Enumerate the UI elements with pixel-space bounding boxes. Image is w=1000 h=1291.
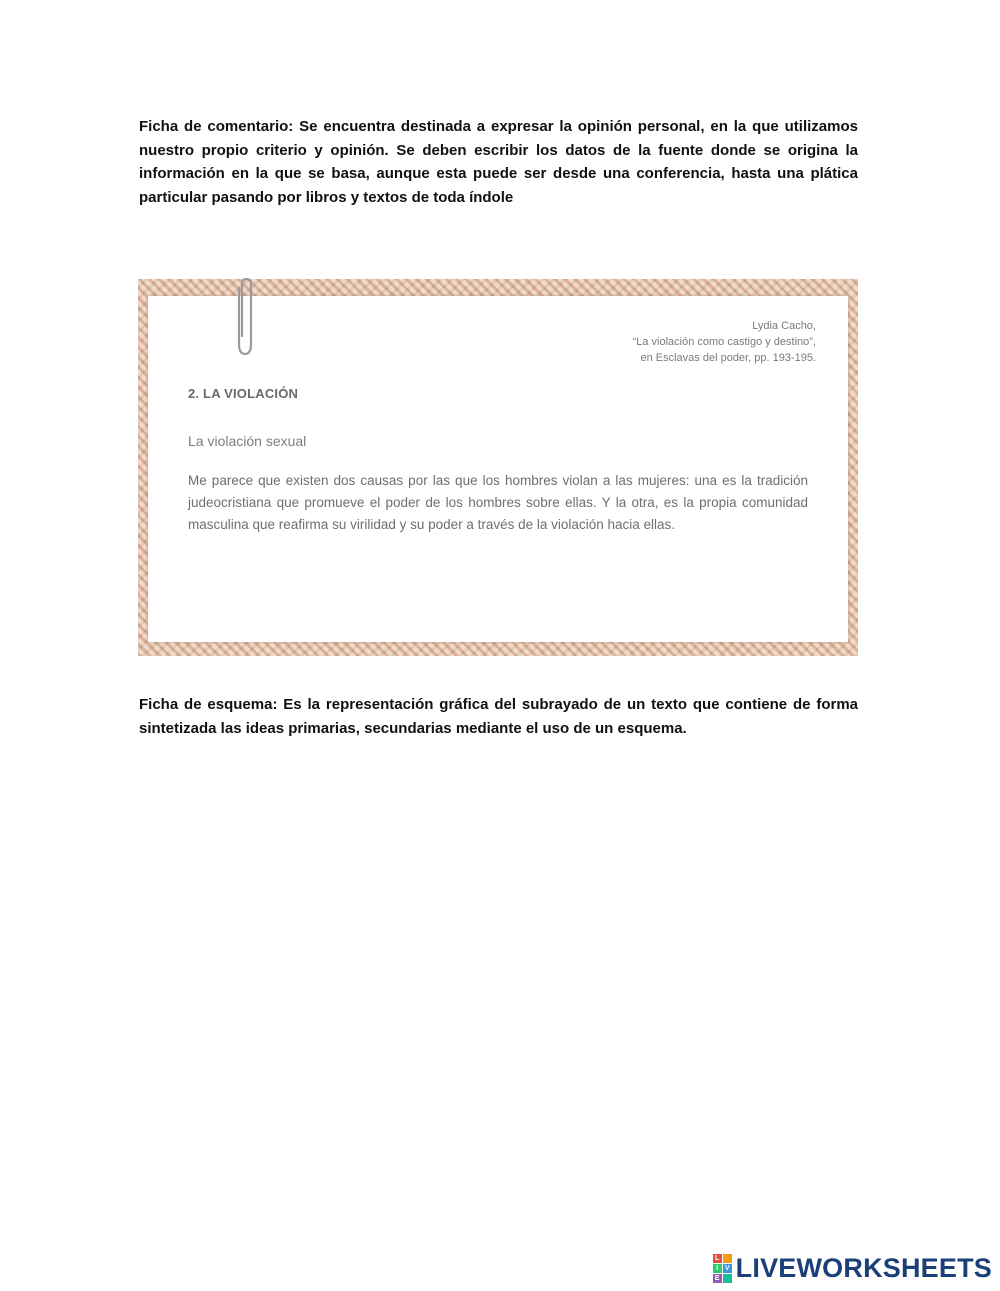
note-card-frame	[138, 279, 858, 656]
citation-source: en Esclavas del poder, pp. 193-195.	[640, 352, 816, 364]
logo-icon-tile: V	[723, 1264, 732, 1273]
ficha-esquema-paragraph: Ficha de esquema: Es la representación gráfica del subrayado de un texto que contiene de forma sintetizada las ideas primarias, secundarias mediante el uso de un esquema.	[139, 696, 858, 737]
citation	[633, 318, 816, 366]
logo-icon-tile	[723, 1274, 732, 1283]
logo-icon-tile: L	[713, 1254, 722, 1263]
note-card	[148, 296, 848, 642]
logo-icon-tile: I	[713, 1264, 722, 1273]
card-subtitle: La violación sexual	[188, 433, 307, 449]
citation-title: “La violación como castigo y destino”,	[632, 336, 816, 348]
logo-icon-tile	[723, 1254, 732, 1263]
citation-author: Lydia Cacho,	[752, 320, 816, 332]
liveworksheets-logo[interactable]	[713, 1253, 992, 1283]
ficha-comentario-paragraph: Ficha de comentario: Se encuentra destinada a expresar la opinión personal, en la que utilizamos nuestro propio criterio y opinión. Se deben escribir los datos de la fuente donde se origina la información en la que se basa, aunque esta puede ser desde una conferencia, hasta una plática particular pasando por libros y textos de toda índole	[139, 118, 858, 206]
logo-icon	[713, 1254, 732, 1283]
logo-icon-tile: E	[713, 1274, 722, 1283]
card-heading: 2. LA VIOLACIÓN	[188, 386, 299, 401]
card-body: Me parece que existen dos causas por las que los hombres violan a las mujeres: una es la tradición judeocristiana que promueve el poder de los hombres sobre ellas. Y la otra, es la propia comunidad masculina que reafirma su virilidad y su poder a través de la violación hacia ellas.	[188, 473, 808, 532]
logo-text: LIVEWORKSHEETS	[735, 1252, 992, 1283]
paperclip-icon	[232, 278, 258, 360]
